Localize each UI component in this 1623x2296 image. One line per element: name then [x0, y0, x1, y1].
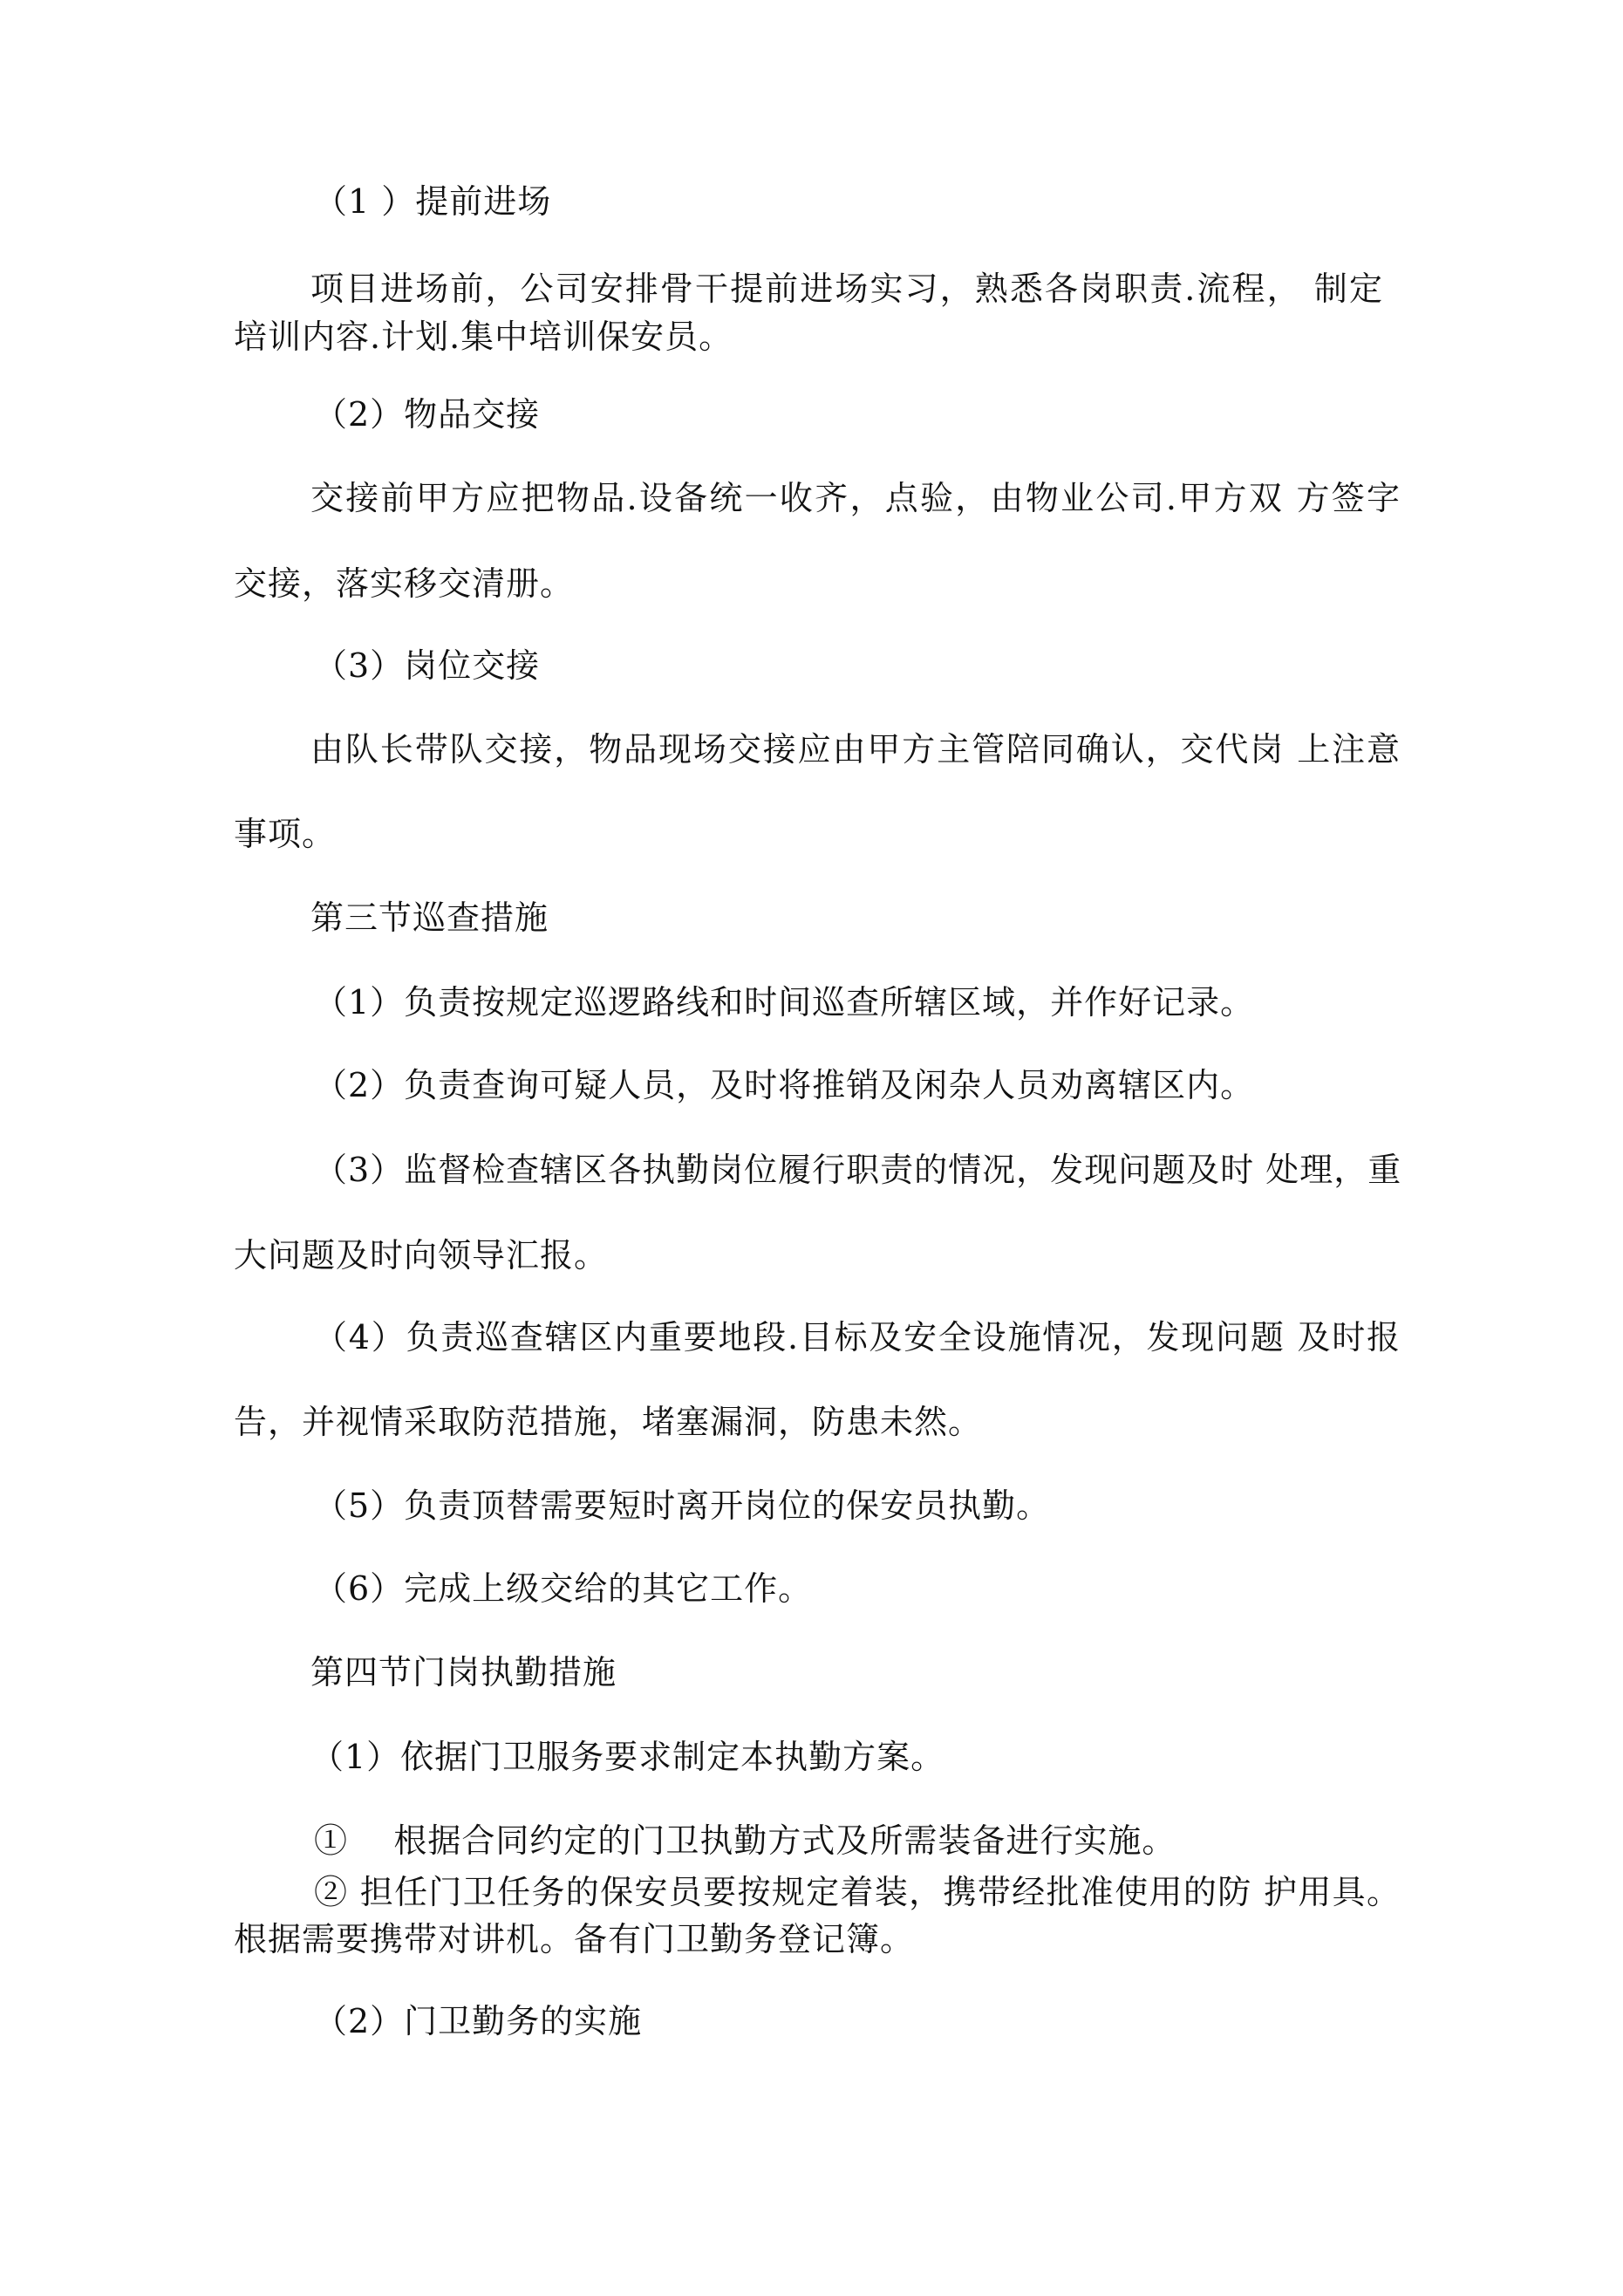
heading-early-entry: （1 ）提前进场: [314, 182, 552, 221]
paragraph-line: 培训内容.计划.集中培训保安员。: [234, 318, 733, 356]
paragraph-line: （6）完成上级交给的其它工作。: [314, 1569, 813, 1608]
paragraph-line: 大问题及时向领导汇报。: [234, 1236, 609, 1274]
heading-post-handover: （3）岗位交接: [314, 646, 541, 685]
heading-gate-implementation: （2）门卫勤务的实施: [314, 2002, 643, 2040]
paragraph-line: 根据需要携带对讲机。备有门卫勤务登记簿。: [234, 1920, 915, 1958]
paragraph-line: ① 根据合同约定的门卫执勤方式及所需装备进行实施。: [314, 1821, 1176, 1860]
paragraph-line: 由队长带队交接，物品现场交接应由甲方主管陪同确认，交代岗 上注意: [310, 730, 1401, 769]
paragraph-line: 事项。: [234, 815, 337, 853]
section-heading-gate-duty: 第四节门岗执勤措施: [310, 1653, 617, 1691]
section-heading-patrol: 第三节巡查措施: [310, 899, 549, 937]
paragraph-line: （4）负责巡查辖区内重要地段.目标及安全设施情况，发现问题 及时报: [314, 1318, 1401, 1356]
paragraph-line: （3）监督检查辖区各执勤岗位履行职责的情况，发现问题及时 处理，重: [314, 1151, 1402, 1189]
paragraph-line: （1）依据门卫服务要求制定本执勤方案。: [310, 1738, 945, 1776]
paragraph-line: （2）负责查询可疑人员，及时将推销及闲杂人员劝离辖区内。: [314, 1066, 1255, 1104]
paragraph-line: 项目进场前，公司安排骨干提前进场实习，熟悉各岗职责.流程， 制定: [310, 270, 1383, 308]
paragraph-line: （5）负责顶替需要短时离开岗位的保安员执勤。: [314, 1486, 1051, 1525]
paragraph-line: 告，并视情采取防范措施，堵塞漏洞，防患未然。: [234, 1403, 983, 1441]
paragraph-line: ② 担任门卫任务的保安员要按规定着装，携带经批准使用的防 护用具。: [314, 1873, 1401, 1911]
paragraph-line: 交接，落实移交清册。: [234, 564, 575, 603]
paragraph-line: 交接前甲方应把物品.设备统一收齐，点验，由物业公司.甲方双 方签字: [310, 479, 1401, 517]
paragraph-line: （1）负责按规定巡逻路线和时间巡查所辖区域，并作好记录。: [314, 983, 1255, 1022]
heading-item-handover: （2）物品交接: [314, 395, 541, 434]
